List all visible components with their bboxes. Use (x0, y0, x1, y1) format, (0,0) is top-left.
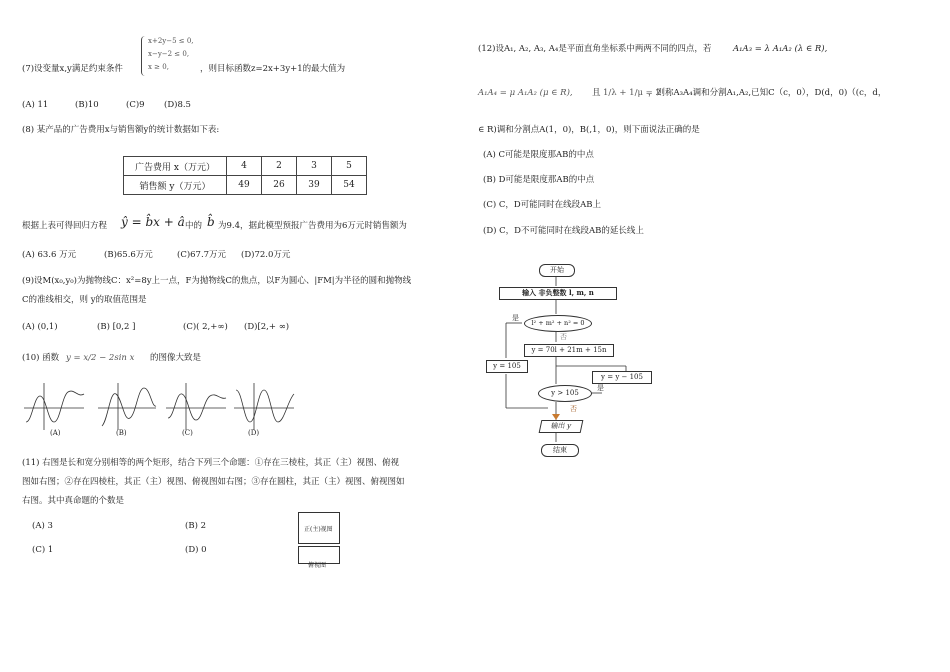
flow-end: 结束 (541, 444, 579, 457)
q12-option-d: (D) C，D不可能同时在线段AB的延长线上 (483, 226, 644, 236)
flow-condition-1: l² + m² + n² = 0 (524, 315, 592, 332)
flow-no-2: 否 (570, 405, 577, 413)
q8-line-b: 中的 (185, 221, 203, 231)
q9-option-b: (B) [0,2 ] (97, 322, 136, 332)
q9-option-a: (A) (0,1) (22, 322, 58, 332)
q11-line-1: (11) 右图是长和宽分别相等的两个矩形，结合下列三个命题：①存在三棱柱，其正（主）视图、俯视 (22, 458, 400, 468)
flow-yes-2: 是 (597, 384, 604, 392)
q12-vector-1: A₁A₃ = λ A₁A₂ (λ ∈ R), (733, 44, 828, 54)
flow-start: 开始 (539, 264, 575, 277)
q8-line-a: 根据上表可得回归方程 (22, 221, 108, 231)
table-cell: 5 (332, 157, 367, 176)
q8-line-c: 为9.4，据此模型预报广告费用为6万元时销售额为 (218, 221, 407, 231)
table-cell: 2 (262, 157, 297, 176)
top-view-label: 俯视图 (308, 562, 327, 569)
q9-option-c: (C)( 2,+∞) (183, 322, 228, 332)
front-view-label: 正(主)视图 (304, 526, 333, 533)
q12-vector-2: A₁A₄ = μ A₁A₂ (μ ∈ R), (478, 88, 573, 98)
graph-label-a: (A) (50, 429, 61, 437)
table-header-x: 广告费用 x（万元） (124, 157, 227, 176)
table-cell: 49 (227, 176, 262, 195)
function-graphs (22, 378, 302, 438)
q12-line-1a: (12)设A₁, A₂, A₃, A₄是平面直角坐标系中两两不同的四点，若 (478, 44, 712, 54)
q12-line-2b: 且 (592, 88, 601, 98)
q12-option-c: (C) C，D可能同时在线段AB上 (483, 200, 602, 210)
graph-label-c: (C) (182, 429, 193, 437)
q8-option-d: (D)72.0万元 (241, 250, 291, 260)
q10-stem-a: (10) 函数 (22, 353, 60, 363)
bhat-symbol: b̂ (207, 215, 215, 229)
table-cell: 3 (297, 157, 332, 176)
flow-condition-2: y > 105 (538, 385, 592, 402)
flow-assign: y = 70l + 21m + 15n (524, 344, 614, 357)
table-cell: 39 (297, 176, 332, 195)
q8-option-c: (C)67.7万元 (177, 250, 227, 260)
q7-option-b: (B)10 (75, 100, 99, 110)
constraint-line-1: x+2y−5 ≤ 0, (148, 37, 194, 45)
q8-option-b: (B)65.6万元 (104, 250, 153, 260)
q12-fraction: 1/λ + 1/μ = 2 (603, 88, 661, 98)
q9-line-1: (9)设M(x₀,y₀)为抛物线C：x²=8y上一点，F为抛物线C的焦点，以F为圆心、|FM|为半径的圆和抛物线 (22, 276, 412, 286)
q11-option-d: (D) 0 (185, 545, 207, 555)
table-cell: 54 (332, 176, 367, 195)
constraint-line-2: x−y−2 ≤ 0, (148, 50, 190, 58)
q12-option-b: (B) D可能是限度那AB的中点 (483, 175, 595, 185)
regression-formula: ŷ = b̂x + â (121, 215, 185, 229)
q11-line-2: 图如右图；②存在四棱柱，其正（主）视图、俯视图如右图；③存在圆柱，其正（主）视图、俯视图如 (22, 477, 405, 487)
q7-option-a: (A) 11 (22, 100, 49, 110)
q11-option-a: (A) 3 (32, 521, 53, 531)
q10-formula: y = x/2 − 2sin x (66, 353, 135, 363)
q7-option-c: (C)9 (126, 100, 145, 110)
q9-option-d: (D)[2,+ ∞) (244, 322, 290, 332)
table-header-y: 销售额 y（万元） (124, 176, 227, 195)
constraint-line-3: x ≥ 0, (148, 63, 169, 71)
q8-option-a: (A) 63.6 万元 (22, 250, 77, 260)
table-cell: 26 (262, 176, 297, 195)
graph-label-d: (D) (248, 429, 260, 437)
q7-option-d: (D)8.5 (164, 100, 191, 110)
q7-stem-a: (7)设变量x,y满足约束条件 (22, 64, 123, 74)
q10-stem-b: 的图像大致是 (150, 353, 202, 363)
flow-y105: y = 105 (486, 360, 528, 373)
data-table (123, 156, 367, 195)
flow-minus: y = y − 105 (592, 371, 652, 384)
table-cell: 4 (227, 157, 262, 176)
q11-line-3: 右图。其中真命题的个数是 (22, 496, 125, 506)
q9-line-2: C的准线相交，则 y的取值范围是 (22, 295, 147, 305)
q11-option-b: (B) 2 (185, 521, 206, 531)
q12-line-2c: ，则称A₃A₄调和分割A₁,A₂,已知C（c，0），D(d，0)（(c，d， (648, 88, 887, 98)
table-row (124, 157, 367, 176)
flow-input: 输入 非负整数 l, m, n (499, 287, 617, 300)
q8-stem: (8) 某产品的广告费用x与销售额y的统计数据如下表: (22, 125, 220, 135)
q7-stem-b: ，则目标函数z=2x+3y+1的最大值为 (200, 64, 346, 74)
flow-no-1: 否 (560, 333, 567, 341)
q11-option-c: (C) 1 (32, 545, 54, 555)
q12-option-a: (A) C可能是限度那AB的中点 (483, 150, 594, 160)
graph-label-b: (B) (116, 429, 127, 437)
flow-output: 输出 y (539, 420, 584, 433)
q12-line-3: ∈ R)调和分割点A(1，0)，B(,1，0)，则下面说法正确的是 (478, 125, 700, 135)
flow-yes-1: 是 (512, 314, 519, 322)
table-row (124, 176, 367, 195)
